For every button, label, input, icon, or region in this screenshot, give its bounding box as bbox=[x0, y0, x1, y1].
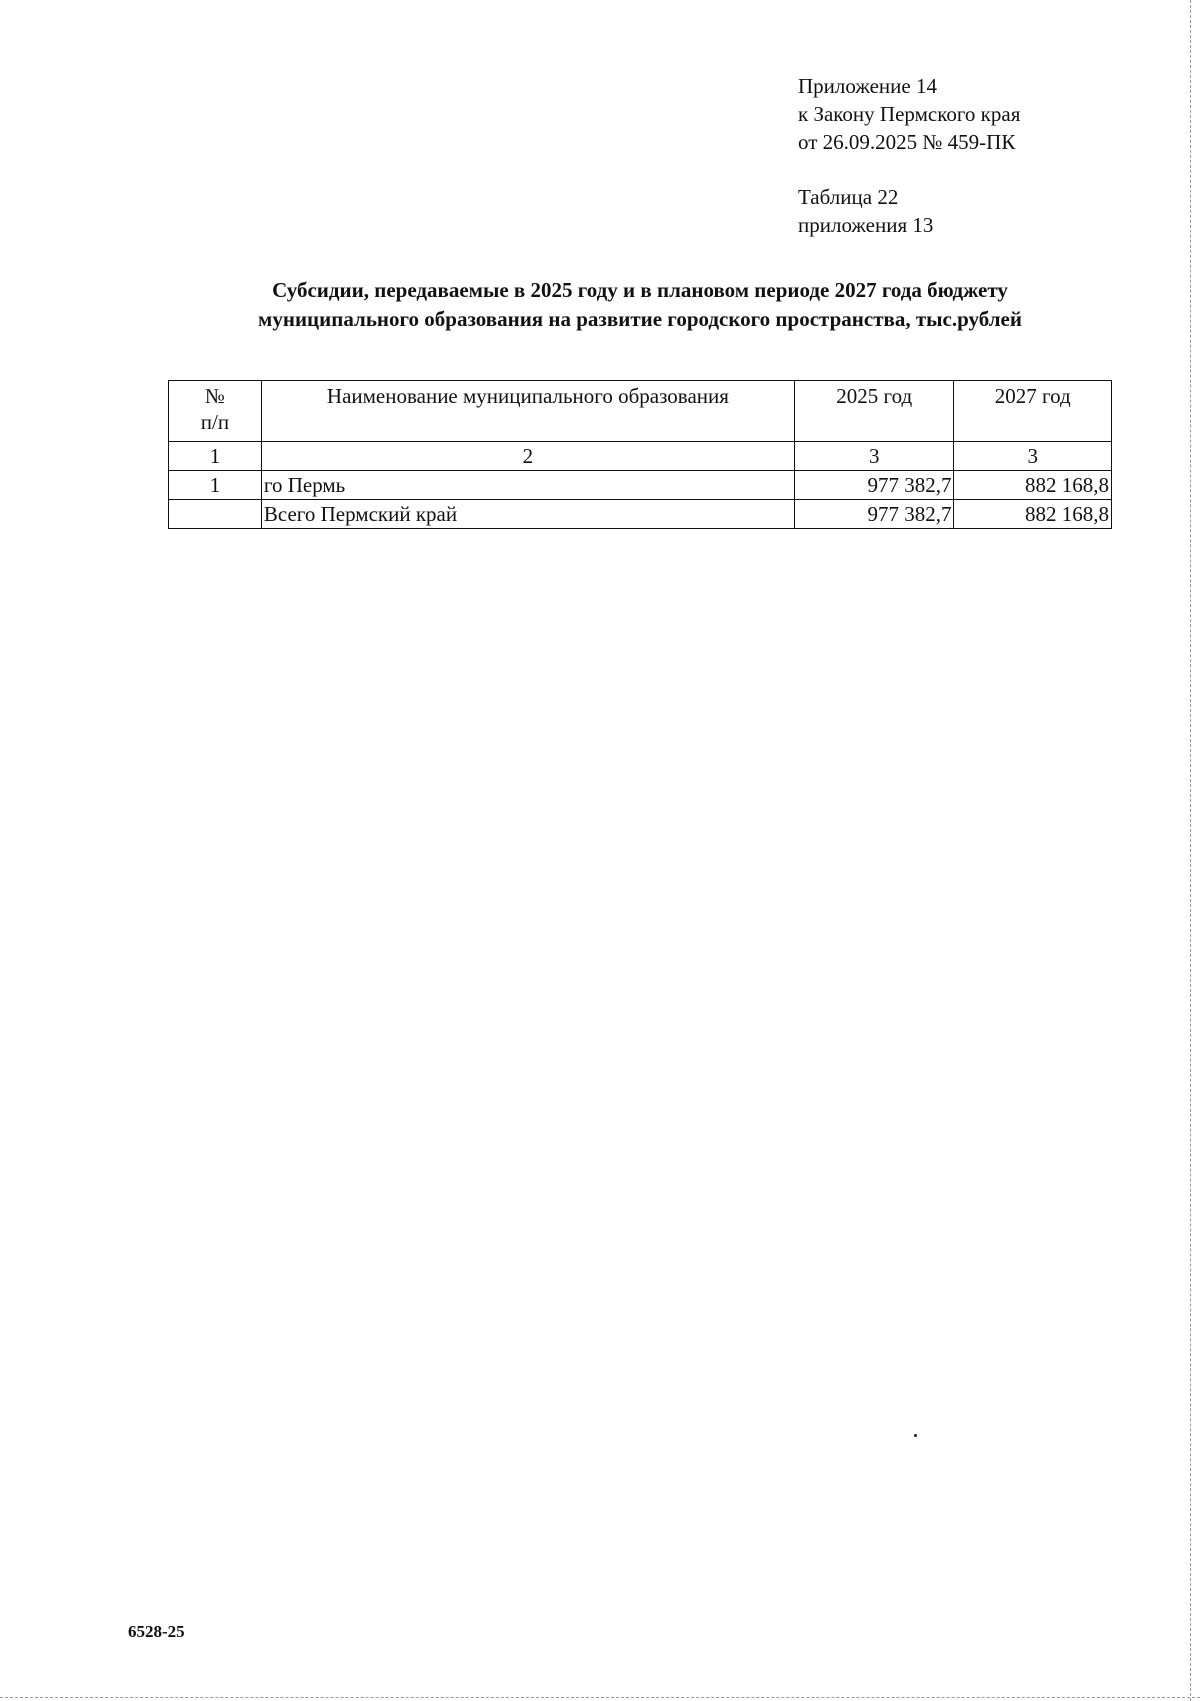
appendix-line: от 26.09.2025 № 459-ПК bbox=[798, 130, 1016, 154]
header-number bbox=[169, 381, 262, 442]
header-year-2027: 2027 год bbox=[954, 381, 1112, 442]
scan-speck bbox=[914, 1434, 917, 1437]
table-reference-line: Таблица 22 bbox=[798, 185, 899, 209]
table-header-row bbox=[169, 381, 1112, 442]
header-number-line: п/п bbox=[200, 410, 230, 434]
document-title-line: муниципального образования на развитие городского пространства, тыс.рублей bbox=[258, 307, 1022, 331]
column-number: 2 bbox=[261, 442, 794, 471]
appendix-line: Приложение 14 bbox=[798, 74, 937, 98]
table-reference bbox=[798, 183, 933, 239]
table-row bbox=[169, 471, 1112, 500]
row-number bbox=[169, 500, 262, 529]
row-name: го Пермь bbox=[261, 471, 794, 500]
table-reference-line: приложения 13 bbox=[798, 213, 934, 237]
header-number-line: № bbox=[204, 384, 225, 408]
scan-edge-right bbox=[1190, 0, 1191, 1701]
document-title bbox=[160, 276, 1120, 334]
column-number: 1 bbox=[169, 442, 262, 471]
row-name: Всего Пермский край bbox=[261, 500, 794, 529]
document-title-line: Субсидии, передаваемые в 2025 году и в плановом периоде 2027 года бюджету bbox=[272, 278, 1008, 302]
row-value-2027: 882 168,8 bbox=[954, 471, 1112, 500]
column-number: 3 bbox=[794, 442, 954, 471]
appendix-line: к Закону Пермского края bbox=[798, 102, 1021, 126]
appendix-reference bbox=[798, 72, 1020, 156]
header-year-2025: 2025 год bbox=[794, 381, 954, 442]
row-value-2025: 977 382,7 bbox=[794, 500, 954, 529]
column-number-row bbox=[169, 442, 1112, 471]
header-name: Наименование муниципального образования bbox=[261, 381, 794, 442]
row-number: 1 bbox=[169, 471, 262, 500]
registration-number: 6528-25 bbox=[128, 1622, 185, 1641]
subsidies-table bbox=[168, 380, 1112, 529]
column-number: 3 bbox=[954, 442, 1112, 471]
row-value-2025: 977 382,7 bbox=[794, 471, 954, 500]
table-total-row bbox=[169, 500, 1112, 529]
scan-edge-bottom bbox=[0, 1697, 1200, 1698]
row-value-2027: 882 168,8 bbox=[954, 500, 1112, 529]
